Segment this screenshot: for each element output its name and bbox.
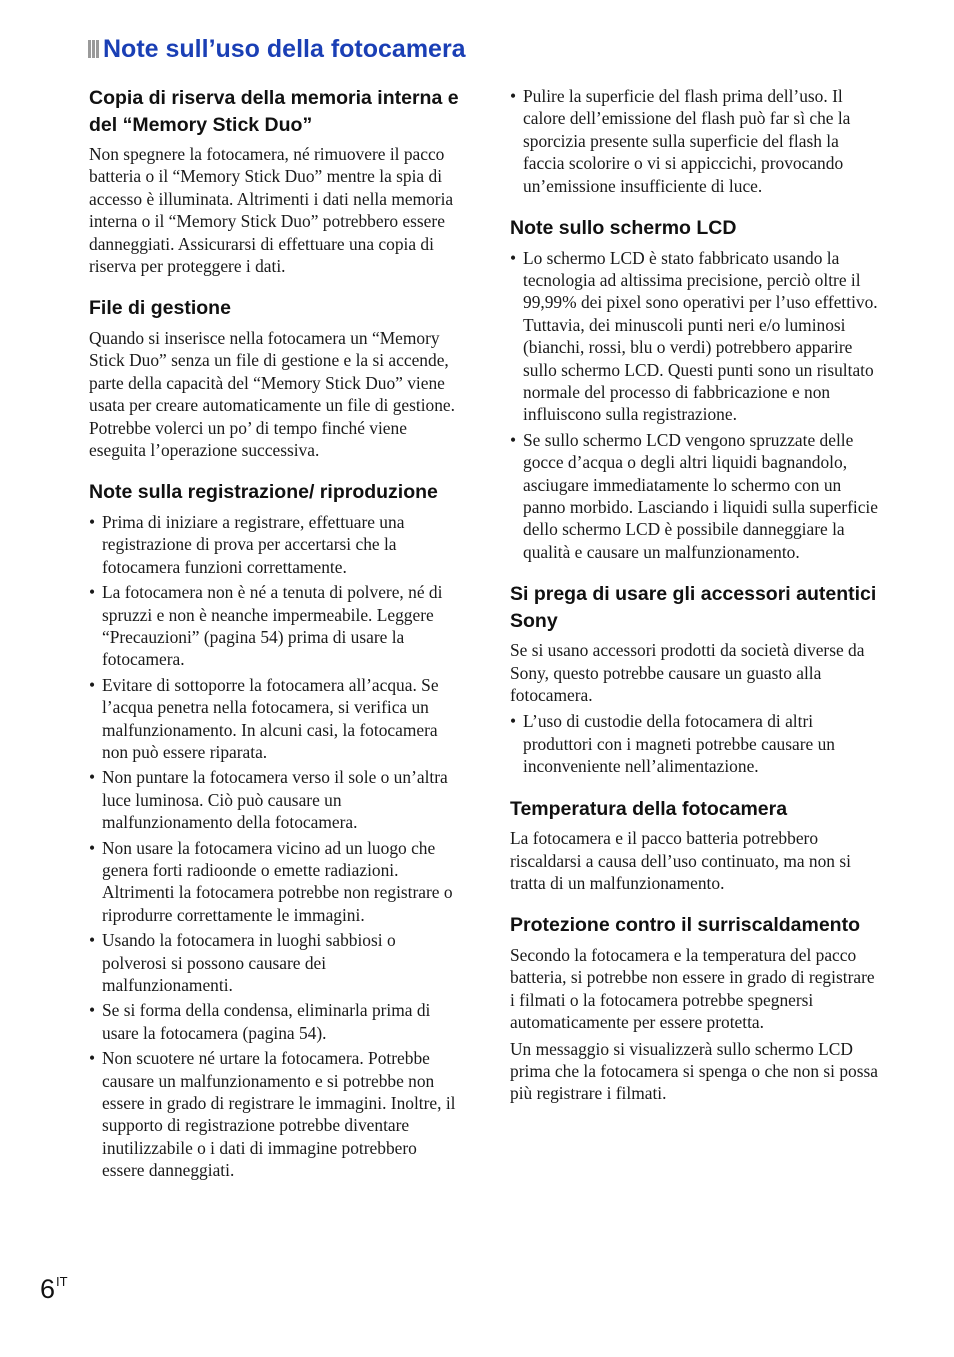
bullet-list-flash — [510, 85, 882, 197]
page-number — [40, 1266, 68, 1305]
page-title — [88, 32, 466, 66]
section-heading-recording-playback: Note sulla registrazione/ riproduzione — [89, 481, 438, 504]
list-item: • La fotocamera non è né a tenuta di polvere, né di spruzzi e non è neanche impermeabile. Leggere “Precauzioni” (pagina 54) prima di usare la fotocamera. — [89, 581, 459, 671]
list-item: • Prima di iniziare a registrare, effettuare una registrazione di prova per accertarsi che la fotocamera funzioni correttamente. — [89, 511, 459, 578]
list-item: • Non usare la fotocamera vicino ad un luogo che genera forti radioonde o emette radiazioni. Altrimenti la fotocamera potrebbe non registrare o riprodurre correttamente le immagini. — [89, 837, 459, 927]
section-paragraph-overheating-message: Un messaggio si visualizzerà sullo schermo LCD prima che la fotocamera si spenga o che non si possa più registrare i filmati. — [510, 1038, 878, 1104]
bullet-list-lcd — [510, 247, 882, 564]
page-title-text: Note sull’uso della fotocamera — [103, 35, 466, 63]
list-item: • Se sullo schermo LCD vengono spruzzate delle gocce d’acqua o degli altri liquidi bagnandolo, asciugare immediatamente lo schermo con un panno morbido. Lasciando i liquidi sulla superficie dello schermo LCD è possibile danneggiare la qualità e causare un malfunzionamento. — [510, 429, 882, 563]
left-column — [89, 85, 459, 1185]
bullet-list-accessories — [510, 710, 882, 777]
list-item: • Pulire la superficie del flash prima dell’uso. Il calore dell’emissione del flash può far sì che la sporcizia presente sulla superficie del flash la faccia scolorire o vi si appiccichi, provocando un’emissione insufficiente di luce. — [510, 85, 882, 197]
list-item: • Se si forma della condensa, eliminarla prima di usare la fotocamera (pagina 54). — [89, 999, 459, 1044]
right-column — [510, 85, 882, 1109]
list-item: • Non scuotere né urtare la fotocamera. Potrebbe causare un malfunzionamento e si potrebbe non essere in grado di registrare le immagini. Inoltre, il supporto di registrazione potrebbe diventare inutilizzabile o i dati di immagine potrebbero essere danneggiati. — [89, 1047, 459, 1181]
section-paragraph-backup: Non spegnere la fotocamera, né rimuovere il pacco batteria o il “Memory Stick Duo” mentre la spia di accesso è illuminata. Altrimenti i dati nella memoria interna o il “Memory Stick Duo” potrebbero essere danneggiati. Assicurarsi di effettuare una copia di riserva per proteggere i dati. — [89, 144, 454, 277]
list-item: • L’uso di custodie della fotocamera di altri produttori con i magneti potrebbe causare un inconveniente nell’alimentazione. — [510, 710, 882, 777]
page-number-digit: 6 — [40, 1274, 56, 1304]
section-heading-lcd: Note sullo schermo LCD — [510, 217, 737, 240]
section-heading-overheating: Protezione contro il surriscaldamento — [510, 914, 860, 937]
section-paragraph-overheating: Secondo la fotocamera e la temperatura del pacco batteria, si potrebbe non essere in grado di registrare i filmati o la fotocamera potrebbe spegnersi automaticamente per essere protetta. — [510, 944, 875, 1033]
bullet-list-recording-playback — [89, 511, 459, 1182]
section-paragraph-management-file: Quando si inserisce nella fotocamera un “Memory Stick Duo” senza un file di gestione e la si accende, parte della capacità del “Memory Stick Duo” viene usata per creare automaticamente un file di gestione. Potrebbe volerci un po’ di tempo finché viene eseguita l’operazione successiva. — [89, 327, 456, 460]
section-paragraph-accessories: Se si usano accessori prodotti da società diverse da Sony, questo potrebbe causare un guasto alla fotocamera. — [510, 640, 865, 706]
section-heading-temperature: Temperatura della fotocamera — [510, 797, 788, 820]
section-heading-management-file: File di gestione — [89, 297, 231, 320]
page-language-code: IT — [56, 1274, 68, 1289]
list-item: • Usando la fotocamera in luoghi sabbiosi o polverosi si possono causare dei malfunzionamenti. — [89, 929, 459, 996]
list-item: • Non puntare la fotocamera verso il sole o un’altra luce luminosa. Ciò può causare un malfunzionamento della fotocamera. — [89, 766, 459, 833]
list-item: • Lo schermo LCD è stato fabbricato usando la tecnologia ad altissima precisione, perciò oltre il 99,99% dei pixel sono operativi per l’uso effettivo. Tuttavia, dei minuscoli punti neri e/o luminosi (bianchi, rossi, blu o verdi) potrebbero apparire sullo schermo LCD. Questi punti sono un risultato normale del processo di fabbricazione e non influiscono sulla registrazione. — [510, 247, 882, 426]
section-heading-backup: Copia di riserva della memoria interna e del “Memory Stick Duo” — [89, 87, 459, 136]
section-heading-accessories: Si prega di usare gli accessori autentici Sony — [510, 583, 877, 632]
section-paragraph-temperature: La fotocamera e il pacco batteria potrebbero riscaldarsi a causa dell’uso continuato, ma non si tratta di un malfunzionamento. — [510, 828, 851, 893]
list-item: • Evitare di sottoporre la fotocamera all’acqua. Se l’acqua penetra nella fotocamera, si verifica un malfunzionamento. In alcuni casi, la fotocamera non può essere riparata. — [89, 674, 459, 764]
section-marker-icon — [88, 40, 100, 58]
